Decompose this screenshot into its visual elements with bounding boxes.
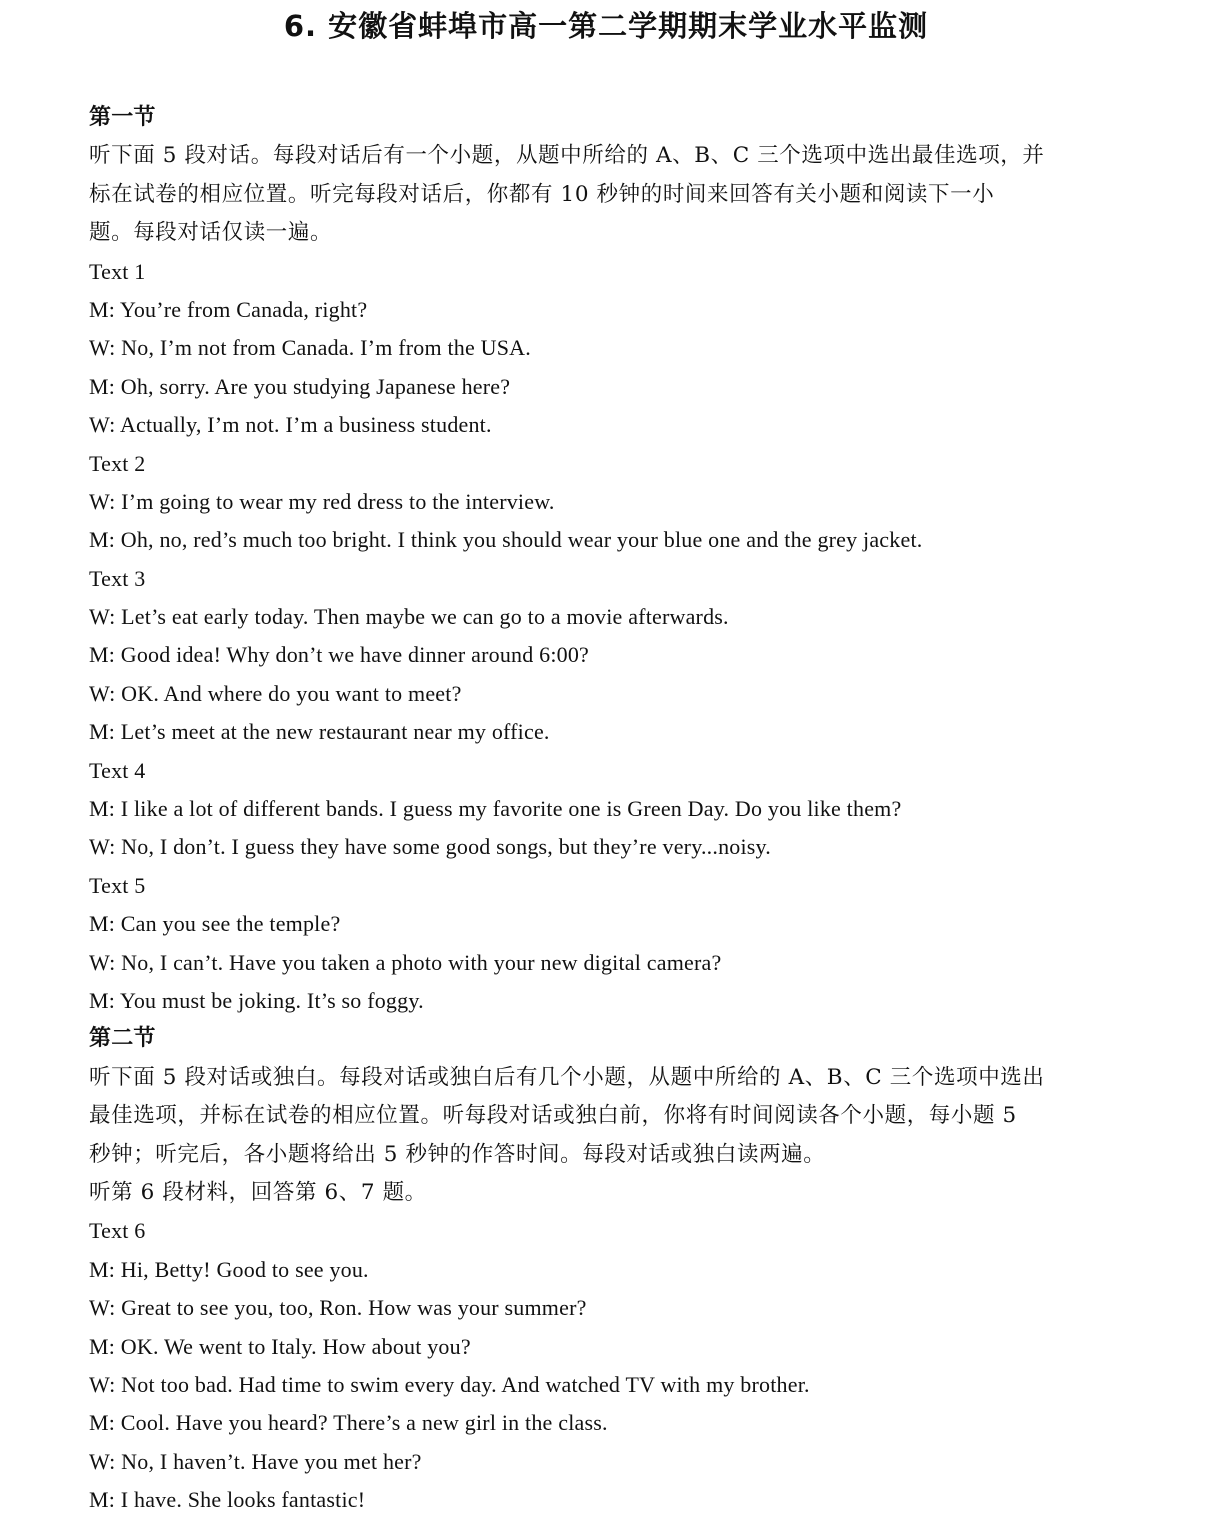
page-content [89, 99, 1129, 1519]
section2-instruction-line: 秒钟；听完后，各小题将给出 5 秒钟的作答时间。每段对话或独白读两遍。 [89, 1141, 826, 1167]
dialogue-line: W: I’m going to wear my red dress to the interview. [89, 488, 555, 514]
dialogue-line: M: Can you see the temple? [89, 911, 341, 937]
dialogue-line: W: Actually, I’m not. I’m a business student. [89, 412, 492, 438]
section2-instruction-line: 听第 6 段材料，回答第 6、7 题。 [89, 1179, 427, 1205]
text-label: Text 1 [89, 258, 146, 284]
dialogue-line: W: Let’s eat early today. Then maybe we can go to a movie afterwards. [89, 604, 729, 630]
section2-heading: 第二节 [89, 1026, 156, 1052]
text-label: Text 4 [89, 757, 146, 783]
dialogue-line: M: You’re from Canada, right? [89, 296, 368, 322]
dialogue-line: M: You must be joking. It’s so foggy. [89, 987, 424, 1013]
dialogue-line: M: Let’s meet at the new restaurant near my office. [89, 719, 550, 745]
dialogue-line: M: I have. She looks fantastic! [89, 1487, 366, 1513]
dialogue-line: W: Great to see you, too, Ron. How was your summer? [89, 1295, 587, 1321]
dialogue-line: W: OK. And where do you want to meet? [89, 680, 462, 706]
dialogue-line: M: Cool. Have you heard? There’s a new girl in the class. [89, 1410, 608, 1436]
section2-instruction-line: 听下面 5 段对话或独白。每段对话或独白后有几个小题，从题中所给的 A、B、C 三个选项中选出 [89, 1064, 1045, 1090]
text-label: Text 6 [89, 1218, 146, 1244]
dialogue-line: W: No, I’m not from Canada. I’m from the USA. [89, 335, 531, 361]
section1-instruction-line: 标在试卷的相应位置。听完每段对话后，你都有 10 秒钟的时间来回答有关小题和阅读下一小 [89, 181, 995, 207]
dialogue-line: M: OK. We went to Italy. How about you? [89, 1333, 471, 1359]
dialogue-line: M: Oh, sorry. Are you studying Japanese here? [89, 373, 511, 399]
dialogue-line: W: Not too bad. Had time to swim every day. And watched TV with my brother. [89, 1371, 810, 1397]
dialogue-line: M: Oh, no, red’s much too bright. I think you should wear your blue one and the grey jacket. [89, 527, 923, 553]
text-label: Text 5 [89, 872, 146, 898]
page-title: 6. 安徽省蚌埠市高一第二学期期末学业水平监测 [283, 9, 929, 43]
dialogue-line: W: No, I haven’t. Have you met her? [89, 1448, 422, 1474]
dialogue-line: M: Hi, Betty! Good to see you. [89, 1256, 369, 1282]
section1-heading: 第一节 [89, 105, 156, 130]
section1-instruction-line: 题。每段对话仅读一遍。 [89, 220, 333, 246]
text-label: Text 2 [89, 450, 146, 476]
section1-instruction-line: 听下面 5 段对话。每段对话后有一个小题，从题中所给的 A、B、C 三个选项中选出最佳选项，并 [89, 143, 1045, 169]
dialogue-line: W: No, I don’t. I guess they have some good songs, but they’re very...noisy. [89, 834, 772, 860]
dialogue-line: M: Good idea! Why don’t we have dinner around 6:00? [89, 642, 589, 668]
dialogue-line: W: No, I can’t. Have you taken a photo with your new digital camera? [89, 949, 722, 975]
text-label: Text 3 [89, 565, 146, 591]
section2-instruction-line: 最佳选项，并标在试卷的相应位置。听每段对话或独白前，你将有时间阅读各个小题，每小题 5 [89, 1103, 1017, 1129]
dialogue-line: M: I like a lot of different bands. I guess my favorite one is Green Day. Do you like them? [89, 796, 902, 822]
